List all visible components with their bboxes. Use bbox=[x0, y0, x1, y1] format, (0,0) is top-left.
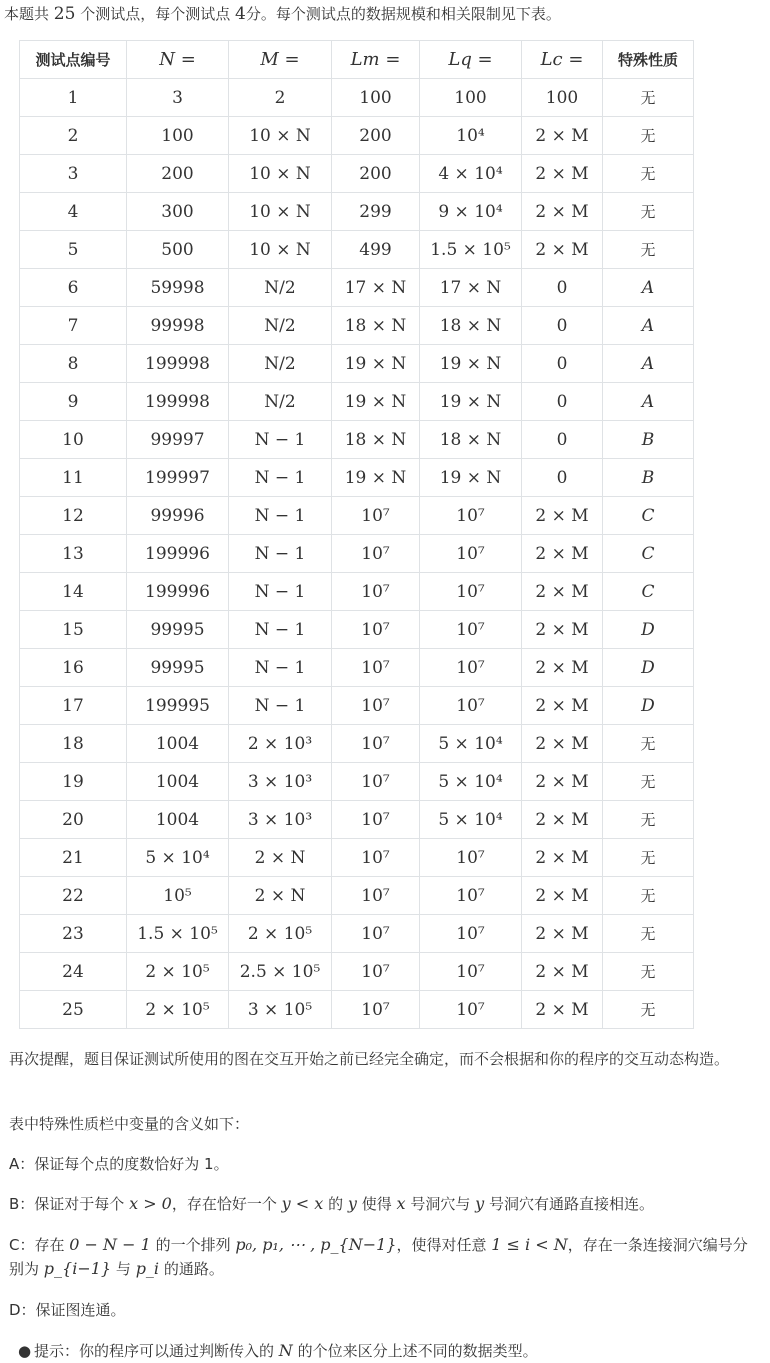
cell-lq: 18 × N bbox=[420, 307, 522, 345]
limits-table bbox=[19, 40, 694, 1029]
cell-lm: 10⁷ bbox=[332, 953, 420, 991]
cell-lq: 5 × 10⁴ bbox=[420, 763, 522, 801]
cell-lc: 2 × M bbox=[522, 801, 603, 839]
cell-n: 1004 bbox=[127, 763, 229, 801]
cell-lc: 2 × M bbox=[522, 535, 603, 573]
cell-lq: 18 × N bbox=[420, 421, 522, 459]
cell-testcase: 9 bbox=[20, 383, 127, 421]
cell-property: 无 bbox=[603, 877, 694, 915]
cell-n: 199995 bbox=[127, 687, 229, 725]
cell-n: 99997 bbox=[127, 421, 229, 459]
cell-testcase: 11 bbox=[20, 459, 127, 497]
header-lq: Lq = bbox=[420, 41, 522, 79]
cell-testcase: 4 bbox=[20, 193, 127, 231]
cell-lm: 10⁷ bbox=[332, 687, 420, 725]
cell-lm: 10⁷ bbox=[332, 611, 420, 649]
cell-lc: 0 bbox=[522, 383, 603, 421]
table-row bbox=[20, 915, 694, 953]
cell-m: 2 × N bbox=[229, 839, 332, 877]
table-row bbox=[20, 459, 694, 497]
table-body bbox=[20, 79, 694, 1029]
cell-m: N − 1 bbox=[229, 497, 332, 535]
cell-lm: 10⁷ bbox=[332, 991, 420, 1029]
property-d: D：保证图连通。 bbox=[9, 1301, 126, 1319]
table-row bbox=[20, 79, 694, 117]
cell-lc: 2 × M bbox=[522, 915, 603, 953]
cell-lq: 10⁷ bbox=[420, 573, 522, 611]
cell-lc: 0 bbox=[522, 307, 603, 345]
cell-m: 10 × N bbox=[229, 231, 332, 269]
cell-property: D bbox=[603, 649, 694, 687]
cell-n: 300 bbox=[127, 193, 229, 231]
cell-m: 2.5 × 10⁵ bbox=[229, 953, 332, 991]
cell-lm: 100 bbox=[332, 79, 420, 117]
header-n: N = bbox=[127, 41, 229, 79]
cell-property: 无 bbox=[603, 991, 694, 1029]
cell-n: 99996 bbox=[127, 497, 229, 535]
cell-lm: 10⁷ bbox=[332, 497, 420, 535]
cell-testcase: 12 bbox=[20, 497, 127, 535]
cell-lm: 19 × N bbox=[332, 345, 420, 383]
cell-lq: 10⁷ bbox=[420, 497, 522, 535]
cell-lm: 10⁷ bbox=[332, 877, 420, 915]
cell-m: N − 1 bbox=[229, 573, 332, 611]
cell-lm: 10⁷ bbox=[332, 725, 420, 763]
cell-lq: 10⁷ bbox=[420, 611, 522, 649]
cell-lq: 10⁷ bbox=[420, 535, 522, 573]
cell-lc: 2 × M bbox=[522, 193, 603, 231]
cell-lc: 2 × M bbox=[522, 497, 603, 535]
cell-lm: 200 bbox=[332, 155, 420, 193]
cell-testcase: 2 bbox=[20, 117, 127, 155]
table-row bbox=[20, 155, 694, 193]
cell-lq: 19 × N bbox=[420, 345, 522, 383]
cell-testcase: 14 bbox=[20, 573, 127, 611]
cell-lc: 2 × M bbox=[522, 991, 603, 1029]
table-header-row bbox=[20, 41, 694, 79]
cell-n: 99995 bbox=[127, 611, 229, 649]
cell-lq: 19 × N bbox=[420, 459, 522, 497]
cell-property: 无 bbox=[603, 231, 694, 269]
table-row bbox=[20, 193, 694, 231]
cell-property: B bbox=[603, 459, 694, 497]
cell-testcase: 7 bbox=[20, 307, 127, 345]
cell-lq: 19 × N bbox=[420, 383, 522, 421]
table-row bbox=[20, 611, 694, 649]
cell-n: 500 bbox=[127, 231, 229, 269]
cell-m: N − 1 bbox=[229, 459, 332, 497]
cell-m: N/2 bbox=[229, 345, 332, 383]
cell-lm: 499 bbox=[332, 231, 420, 269]
cell-lm: 19 × N bbox=[332, 459, 420, 497]
cell-lc: 2 × M bbox=[522, 231, 603, 269]
cell-property: 无 bbox=[603, 839, 694, 877]
table-row bbox=[20, 345, 694, 383]
cell-n: 200 bbox=[127, 155, 229, 193]
cell-n: 1004 bbox=[127, 801, 229, 839]
cell-n: 199996 bbox=[127, 535, 229, 573]
cell-testcase: 16 bbox=[20, 649, 127, 687]
cell-lm: 10⁷ bbox=[332, 763, 420, 801]
cell-property: D bbox=[603, 687, 694, 725]
cell-m: N/2 bbox=[229, 269, 332, 307]
cell-lc: 2 × M bbox=[522, 877, 603, 915]
cell-lm: 10⁷ bbox=[332, 649, 420, 687]
cell-m: 2 × 10³ bbox=[229, 725, 332, 763]
cell-lm: 10⁷ bbox=[332, 915, 420, 953]
cell-property: A bbox=[603, 307, 694, 345]
cell-property: 无 bbox=[603, 915, 694, 953]
table-row bbox=[20, 497, 694, 535]
cell-m: 3 × 10⁵ bbox=[229, 991, 332, 1029]
cell-property: 无 bbox=[603, 117, 694, 155]
table-row bbox=[20, 991, 694, 1029]
cell-n: 199998 bbox=[127, 383, 229, 421]
cell-lm: 18 × N bbox=[332, 421, 420, 459]
cell-lm: 17 × N bbox=[332, 269, 420, 307]
cell-m: N/2 bbox=[229, 383, 332, 421]
cell-testcase: 15 bbox=[20, 611, 127, 649]
cell-property: 无 bbox=[603, 801, 694, 839]
cell-lm: 10⁷ bbox=[332, 573, 420, 611]
hint-item: 提示：你的程序可以通过判断传入的 N 的个位来区分上述不同的数据类型。 bbox=[34, 1341, 538, 1360]
table-row bbox=[20, 953, 694, 991]
cell-lq: 4 × 10⁴ bbox=[420, 155, 522, 193]
header-m: M = bbox=[229, 41, 332, 79]
cell-n: 199997 bbox=[127, 459, 229, 497]
cell-testcase: 18 bbox=[20, 725, 127, 763]
cell-lq: 10⁷ bbox=[420, 991, 522, 1029]
cell-lc: 2 × M bbox=[522, 687, 603, 725]
table-row bbox=[20, 269, 694, 307]
cell-lm: 200 bbox=[332, 117, 420, 155]
cell-lc: 0 bbox=[522, 345, 603, 383]
cell-lq: 1.5 × 10⁵ bbox=[420, 231, 522, 269]
cell-testcase: 5 bbox=[20, 231, 127, 269]
cell-m: 10 × N bbox=[229, 117, 332, 155]
cell-lq: 10⁷ bbox=[420, 915, 522, 953]
cell-testcase: 8 bbox=[20, 345, 127, 383]
cell-n: 1.5 × 10⁵ bbox=[127, 915, 229, 953]
cell-lc: 2 × M bbox=[522, 725, 603, 763]
cell-lq: 9 × 10⁴ bbox=[420, 193, 522, 231]
cell-lc: 0 bbox=[522, 421, 603, 459]
cell-n: 10⁵ bbox=[127, 877, 229, 915]
cell-m: 2 × N bbox=[229, 877, 332, 915]
table-row bbox=[20, 763, 694, 801]
cell-property: C bbox=[603, 573, 694, 611]
cell-lc: 0 bbox=[522, 459, 603, 497]
cell-testcase: 24 bbox=[20, 953, 127, 991]
cell-property: 无 bbox=[603, 193, 694, 231]
cell-testcase: 21 bbox=[20, 839, 127, 877]
cell-m: 10 × N bbox=[229, 193, 332, 231]
cell-property: 无 bbox=[603, 155, 694, 193]
cell-n: 3 bbox=[127, 79, 229, 117]
legend-intro: 表中特殊性质栏中变量的含义如下： bbox=[9, 1115, 250, 1133]
cell-lc: 2 × M bbox=[522, 763, 603, 801]
cell-m: 3 × 10³ bbox=[229, 801, 332, 839]
bullet-icon: ● bbox=[18, 1342, 32, 1360]
cell-lm: 19 × N bbox=[332, 383, 420, 421]
cell-lm: 10⁷ bbox=[332, 839, 420, 877]
intro-text: 本题共 25 个测试点，每个测试点 4分。每个测试点的数据规模和相关限制见下表。 bbox=[4, 4, 561, 24]
cell-lq: 10⁷ bbox=[420, 649, 522, 687]
cell-lq: 5 × 10⁴ bbox=[420, 801, 522, 839]
table-row bbox=[20, 383, 694, 421]
cell-property: B bbox=[603, 421, 694, 459]
cell-lq: 5 × 10⁴ bbox=[420, 725, 522, 763]
cell-m: N − 1 bbox=[229, 649, 332, 687]
cell-testcase: 25 bbox=[20, 991, 127, 1029]
cell-lc: 2 × M bbox=[522, 117, 603, 155]
cell-lq: 10⁴ bbox=[420, 117, 522, 155]
cell-lq: 10⁷ bbox=[420, 953, 522, 991]
cell-property: 无 bbox=[603, 79, 694, 117]
cell-lm: 10⁷ bbox=[332, 535, 420, 573]
table-row bbox=[20, 839, 694, 877]
cell-testcase: 3 bbox=[20, 155, 127, 193]
cell-property: C bbox=[603, 535, 694, 573]
cell-property: C bbox=[603, 497, 694, 535]
cell-testcase: 19 bbox=[20, 763, 127, 801]
table-row bbox=[20, 535, 694, 573]
cell-n: 2 × 10⁵ bbox=[127, 953, 229, 991]
cell-property: A bbox=[603, 383, 694, 421]
property-a: A：保证每个点的度数恰好为 1。 bbox=[9, 1155, 229, 1173]
header-lc: Lc = bbox=[522, 41, 603, 79]
cell-lc: 0 bbox=[522, 269, 603, 307]
table-row bbox=[20, 877, 694, 915]
cell-testcase: 22 bbox=[20, 877, 127, 915]
table-row bbox=[20, 725, 694, 763]
property-b: B：保证对于每个 x > 0，存在恰好一个 y < x 的 y 使得 x 号洞穴与 y 号洞穴有通路直接相连。 bbox=[9, 1194, 654, 1213]
header-lm: Lm = bbox=[332, 41, 420, 79]
cell-n: 199998 bbox=[127, 345, 229, 383]
table-row bbox=[20, 307, 694, 345]
cell-testcase: 6 bbox=[20, 269, 127, 307]
cell-n: 99998 bbox=[127, 307, 229, 345]
reminder-paragraph: 再次提醒，题目保证测试所使用的图在交互开始之前已经完全确定，而不会根据和你的程序的交互动态构造。 bbox=[9, 1050, 730, 1068]
cell-n: 5 × 10⁴ bbox=[127, 839, 229, 877]
cell-n: 1004 bbox=[127, 725, 229, 763]
cell-lq: 17 × N bbox=[420, 269, 522, 307]
cell-lm: 299 bbox=[332, 193, 420, 231]
cell-lm: 10⁷ bbox=[332, 801, 420, 839]
cell-property: 无 bbox=[603, 763, 694, 801]
cell-m: N − 1 bbox=[229, 687, 332, 725]
header-property: 特殊性质 bbox=[603, 41, 694, 79]
cell-n: 99995 bbox=[127, 649, 229, 687]
cell-m: N − 1 bbox=[229, 611, 332, 649]
cell-m: N/2 bbox=[229, 307, 332, 345]
cell-lq: 100 bbox=[420, 79, 522, 117]
header-testcase: 测试点编号 bbox=[20, 41, 127, 79]
cell-lq: 10⁷ bbox=[420, 839, 522, 877]
cell-n: 59998 bbox=[127, 269, 229, 307]
cell-m: 2 × 10⁵ bbox=[229, 915, 332, 953]
cell-testcase: 23 bbox=[20, 915, 127, 953]
cell-property: A bbox=[603, 345, 694, 383]
cell-m: N − 1 bbox=[229, 535, 332, 573]
table-row bbox=[20, 117, 694, 155]
property-c: C：存在 0 − N − 1 的一个排列 p₀, p₁, ⋯ , p_{N−1}，使得对任意 1 ≤ i < N，存在一条连接洞穴编号分别为 p_{i−1} 与 p_i 的通路。 bbox=[9, 1235, 748, 1278]
cell-property: D bbox=[603, 611, 694, 649]
cell-lq: 10⁷ bbox=[420, 877, 522, 915]
cell-lc: 2 × M bbox=[522, 573, 603, 611]
cell-testcase: 13 bbox=[20, 535, 127, 573]
cell-testcase: 17 bbox=[20, 687, 127, 725]
table-row bbox=[20, 801, 694, 839]
cell-property: A bbox=[603, 269, 694, 307]
cell-testcase: 10 bbox=[20, 421, 127, 459]
cell-lq: 10⁷ bbox=[420, 687, 522, 725]
cell-m: 10 × N bbox=[229, 155, 332, 193]
cell-n: 2 × 10⁵ bbox=[127, 991, 229, 1029]
cell-property: 无 bbox=[603, 725, 694, 763]
cell-lc: 2 × M bbox=[522, 649, 603, 687]
cell-lc: 100 bbox=[522, 79, 603, 117]
cell-lc: 2 × M bbox=[522, 953, 603, 991]
table-row bbox=[20, 649, 694, 687]
cell-lc: 2 × M bbox=[522, 611, 603, 649]
cell-property: 无 bbox=[603, 953, 694, 991]
cell-testcase: 1 bbox=[20, 79, 127, 117]
table-row bbox=[20, 231, 694, 269]
cell-lc: 2 × M bbox=[522, 839, 603, 877]
cell-m: 2 bbox=[229, 79, 332, 117]
cell-m: 3 × 10³ bbox=[229, 763, 332, 801]
cell-lc: 2 × M bbox=[522, 155, 603, 193]
cell-n: 199996 bbox=[127, 573, 229, 611]
cell-testcase: 20 bbox=[20, 801, 127, 839]
table-row bbox=[20, 573, 694, 611]
table-row bbox=[20, 687, 694, 725]
cell-m: N − 1 bbox=[229, 421, 332, 459]
cell-n: 100 bbox=[127, 117, 229, 155]
table-row bbox=[20, 421, 694, 459]
cell-lm: 18 × N bbox=[332, 307, 420, 345]
